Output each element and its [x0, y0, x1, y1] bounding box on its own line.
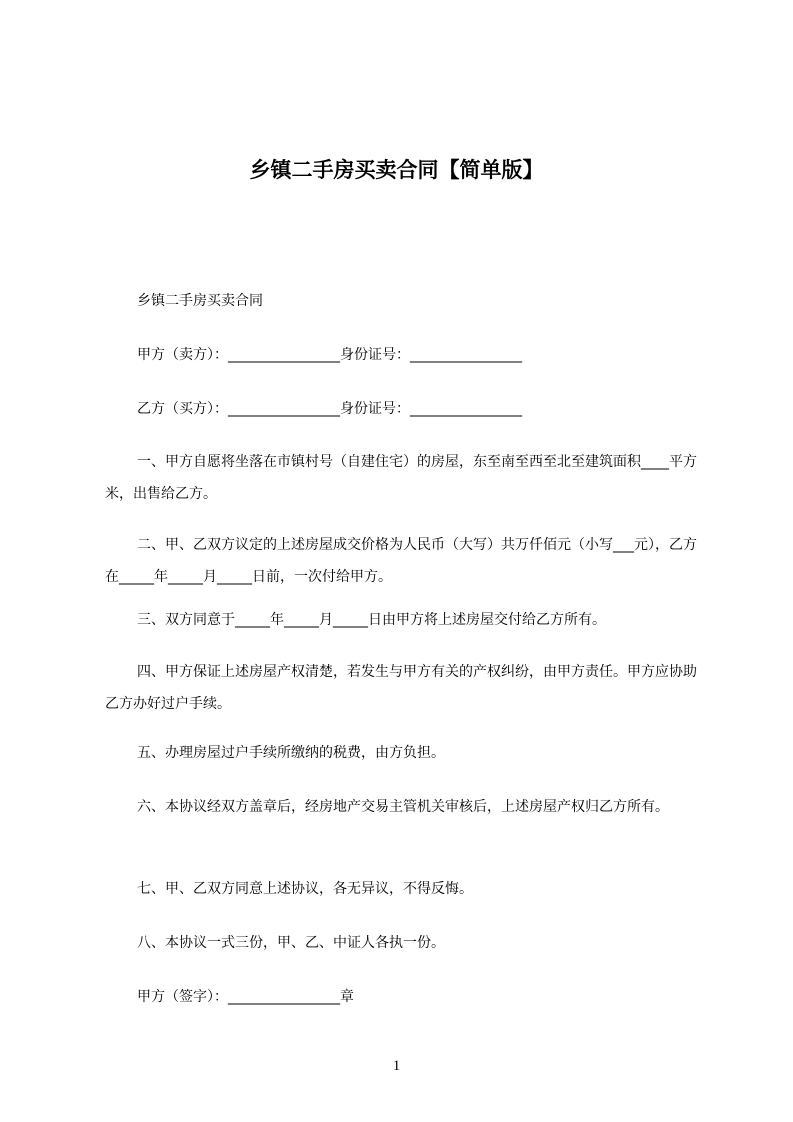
clause-7: 七、甲、乙双方同意上述协议，各无异议，不得反悔。 — [137, 881, 473, 897]
party-a-signature-line: 甲方（签字）：________________章 — [137, 989, 354, 1005]
clause-5: 五、办理房屋过户手续所缴纳的税费，由方负担。 — [137, 745, 445, 761]
clause-2: 二、甲、乙双方议定的上述房屋成交价格为人民币（大写）共万仟佰元（小写___元），乙方在_____年_____月_____日前，一次付给甲方。 — [105, 537, 697, 585]
clause-1: 一、甲方自愿将坐落在市镇村号（自建住宅）的房屋，东至南至西至北至建筑面积____平方米，出售给乙方。 — [105, 454, 697, 502]
clause-6: 六、本协议经双方盖章后，经房地产交易主管机关审核后，上述房屋产权归乙方所有。 — [137, 799, 669, 815]
clause-8: 八、本协议一式三份，甲、乙、中证人各执一份。 — [137, 935, 445, 951]
clause-4: 四、甲方保证上述房屋产权清楚，若发生与甲方有关的产权纠纷，由甲方责任。甲方应协助乙方办好过户手续。 — [105, 664, 697, 712]
clause-3: 三、双方同意于_____年_____月_____日由甲方将上述房屋交付给乙方所有。 — [137, 612, 606, 628]
page-number: 1 — [392, 1058, 401, 1074]
document-title: 乡镇二手房买卖合同【简单版】 — [249, 158, 544, 183]
party-a-info-line: 甲方（卖方）：________________身份证号：________________ — [137, 347, 522, 363]
party-b-info-line: 乙方（买方）：________________身份证号：________________ — [137, 401, 522, 417]
contract-heading: 乡镇二手房买卖合同 — [137, 293, 263, 309]
